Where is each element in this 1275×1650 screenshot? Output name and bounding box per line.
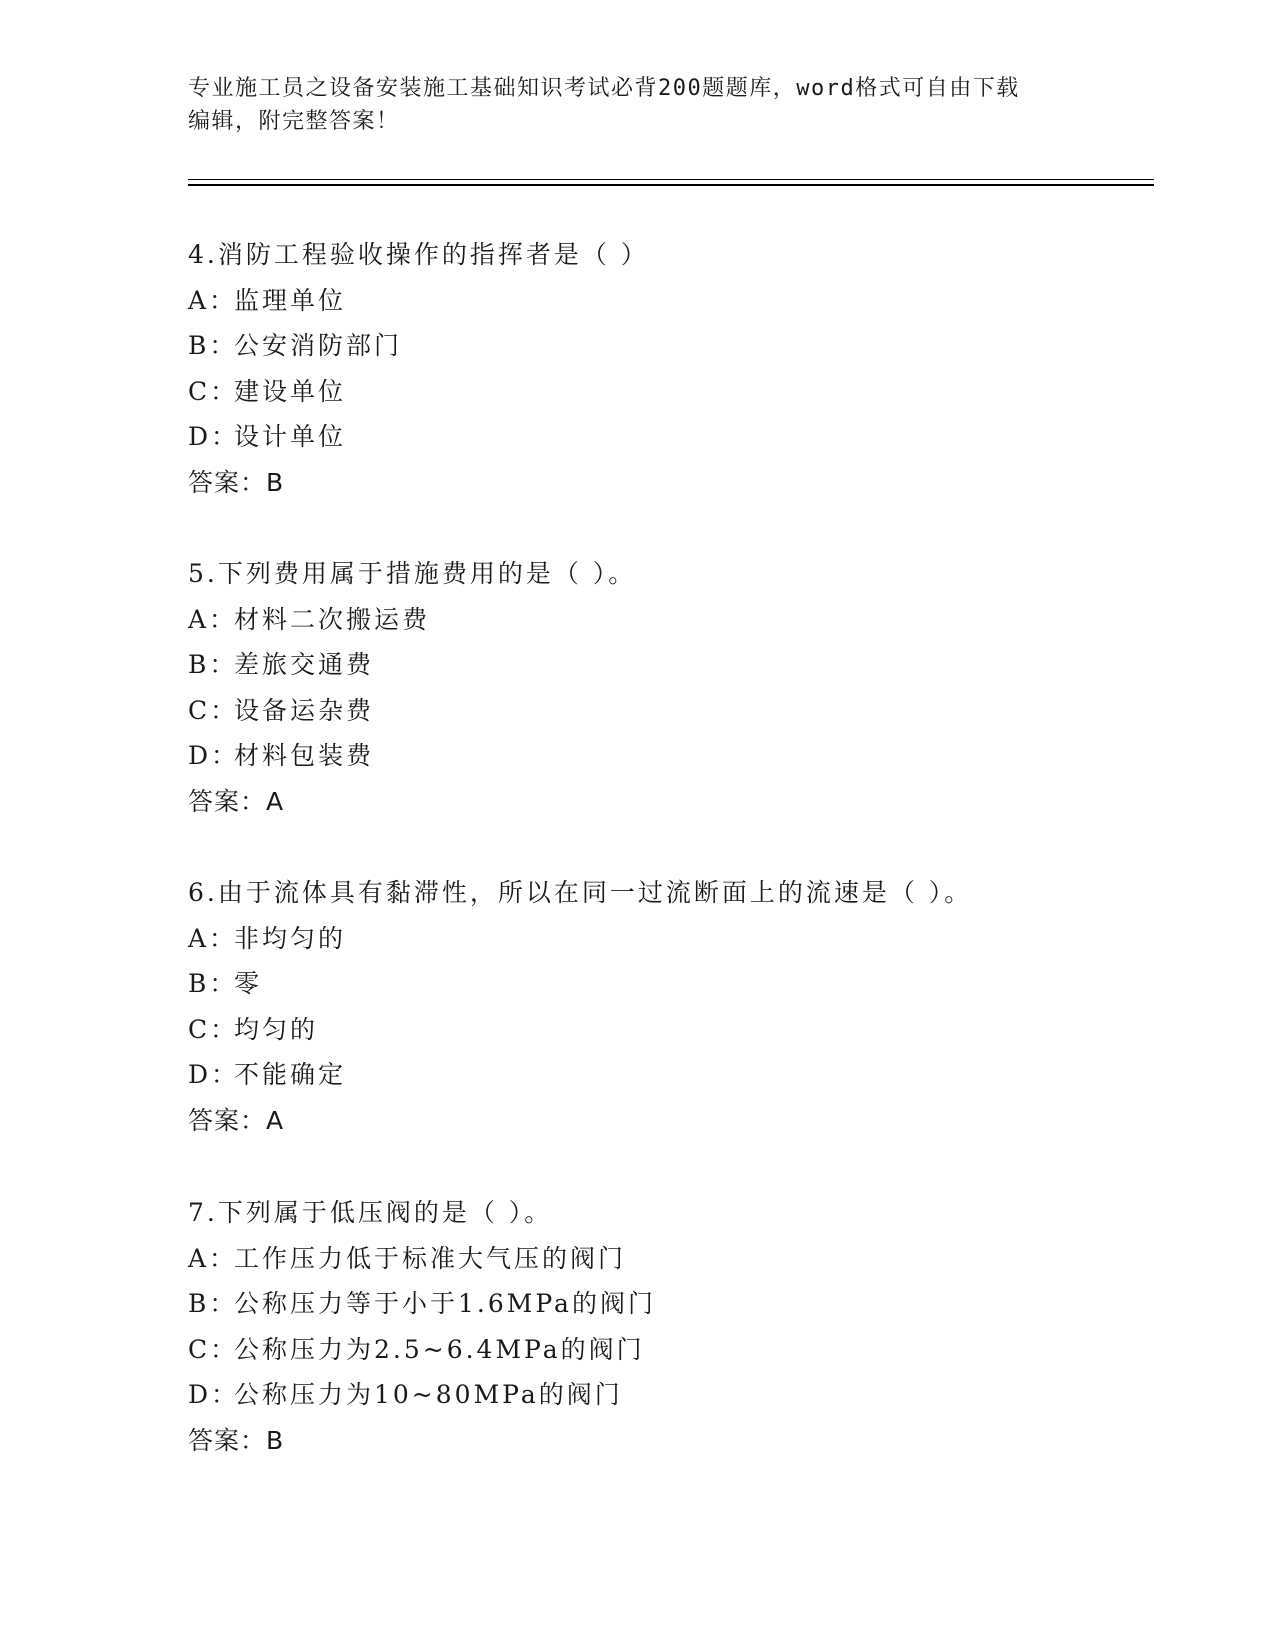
question-block xyxy=(188,551,1168,824)
answer-line: 答案：A xyxy=(188,786,285,816)
option-c xyxy=(188,1007,1168,1053)
option-letter: C： xyxy=(188,695,239,725)
option-b xyxy=(188,642,1168,688)
option-letter: A： xyxy=(188,604,238,634)
option-text: 公安消防部门 xyxy=(234,331,403,360)
option-text: 公称压力为2.5~6.4MPa的阀门 xyxy=(234,1334,645,1364)
answer-line: 答案：B xyxy=(188,467,285,497)
document-header xyxy=(188,72,1088,138)
option-letter: A： xyxy=(188,1243,238,1273)
header-divider-thick xyxy=(188,184,1154,186)
option-letter: D： xyxy=(188,1380,240,1409)
option-letter: D： xyxy=(188,1060,240,1089)
option-b xyxy=(188,323,1168,369)
option-c xyxy=(188,1327,1168,1373)
option-d xyxy=(188,733,1168,779)
option-text: 公称压力为10~80MPa的阀门 xyxy=(234,1380,623,1409)
question-block xyxy=(188,232,1168,505)
option-text: 非均匀的 xyxy=(234,923,347,953)
question-title: 5.下列费用属于措施费用的是（ ）。 xyxy=(188,559,637,588)
option-d xyxy=(188,1052,1168,1098)
option-d xyxy=(188,1372,1168,1418)
option-letter: B： xyxy=(188,1289,238,1318)
option-text: 公称压力等于小于1.6MPa的阀门 xyxy=(234,1289,656,1318)
answer-line: 答案：B xyxy=(188,1425,285,1455)
option-letter: D： xyxy=(188,422,240,451)
option-text: 设计单位 xyxy=(234,422,347,451)
option-text: 差旅交通费 xyxy=(234,650,375,679)
header-divider-thin xyxy=(188,179,1154,180)
option-a xyxy=(188,597,1168,643)
question-title: 7.下列属于低压阀的是（ ）。 xyxy=(188,1198,553,1227)
option-letter: B： xyxy=(188,650,238,679)
option-text: 设备运杂费 xyxy=(234,695,375,725)
option-letter: C： xyxy=(188,376,239,406)
option-a xyxy=(188,278,1168,324)
option-d xyxy=(188,414,1168,460)
option-letter: B： xyxy=(188,331,238,360)
option-text: 材料二次搬运费 xyxy=(234,604,431,634)
option-b xyxy=(188,961,1168,1007)
option-letter: D： xyxy=(188,741,240,770)
question-title: 6.由于流体具有黏滞性，所以在同一过流断面上的流速是（ ）。 xyxy=(188,878,973,907)
question-block xyxy=(188,1190,1168,1463)
option-a xyxy=(188,1236,1168,1282)
option-c xyxy=(188,688,1168,734)
option-letter: A： xyxy=(188,285,238,315)
question-block xyxy=(188,870,1168,1143)
option-letter: C： xyxy=(188,1334,239,1364)
option-a xyxy=(188,916,1168,962)
option-text: 建设单位 xyxy=(234,376,347,406)
answer-line: 答案：A xyxy=(188,1105,285,1135)
option-c xyxy=(188,369,1168,415)
option-text: 零 xyxy=(234,969,263,998)
option-text: 材料包装费 xyxy=(234,741,375,770)
option-text: 不能确定 xyxy=(234,1060,347,1089)
option-letter: C： xyxy=(188,1014,239,1044)
header-line-1: 专业施工员之设备安装施工基础知识考试必背200题题库，word格式可自由下载 xyxy=(188,76,1020,101)
option-text: 均匀的 xyxy=(234,1014,319,1044)
option-text: 监理单位 xyxy=(234,285,347,315)
option-b xyxy=(188,1281,1168,1327)
question-title: 4.消防工程验收操作的指挥者是（ ） xyxy=(188,240,649,269)
option-letter: A： xyxy=(188,923,238,953)
option-text: 工作压力低于标准大气压的阀门 xyxy=(234,1243,627,1273)
header-line-2: 编辑，附完整答案！ xyxy=(188,109,400,134)
option-letter: B： xyxy=(188,969,238,998)
